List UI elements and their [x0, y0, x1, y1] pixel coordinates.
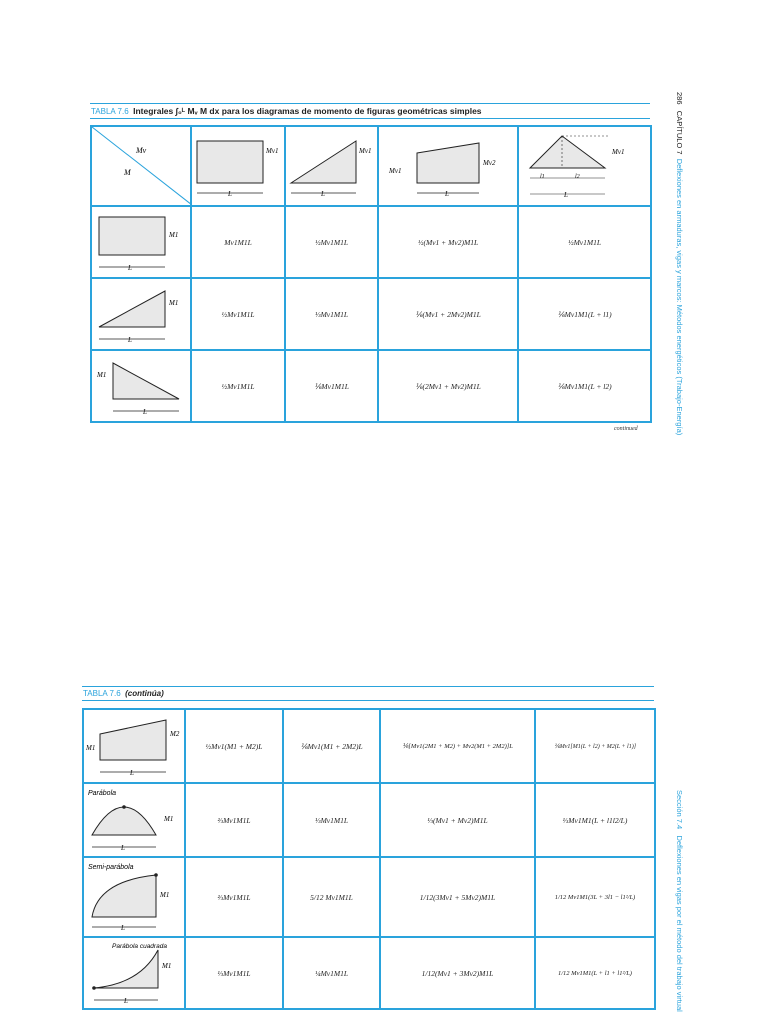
table-title: Integrales ∫₀ᴸ Mᵥ M dx para los diagramas de momento de figuras geométricas simples [133, 106, 482, 116]
table-row [91, 350, 651, 422]
caption-rule [82, 700, 654, 701]
formula-cell: ½(Mv1 + Mv2)M1L [378, 206, 518, 278]
label-mv2: Mv2 [483, 159, 496, 167]
header-triangle [285, 126, 378, 206]
label-mv1: Mv1 [266, 147, 279, 155]
formula-cell: ⅙[Mv1(2M1 + M2) + Mv2(M1 + 2M2)]L [380, 709, 535, 783]
page1-running-head [675, 92, 684, 435]
chapter-title: Deflexiones en armaduras, vigas y marcos: Métodos energéticos (Trabajo-Energía) [675, 158, 684, 436]
continued-note: continued [614, 426, 638, 432]
formula-cell: 1/12(Mv1 + 3Mv2)M1L [380, 937, 535, 1009]
label-l: L [121, 924, 125, 932]
formula-cell: ¼Mv1M1L [283, 937, 380, 1009]
label-m1: M1 [164, 815, 174, 823]
peak-triangle-diagram [520, 128, 650, 204]
formula-cell: ½Mv1M1L [191, 350, 285, 422]
row-shape-triangle-up [91, 278, 191, 350]
label-m1: M1 [169, 231, 179, 239]
top-rule [90, 103, 650, 104]
label-m2: M2 [170, 730, 180, 738]
table-row [83, 783, 655, 857]
row-shape-rectangle [91, 206, 191, 278]
formula-cell: ½Mv1M1L [518, 206, 651, 278]
section-label: Sección 7.4 [675, 790, 684, 830]
rectangle-diagram [93, 209, 189, 275]
label-l: L [130, 769, 134, 777]
formula-cell: ½Mv1M1L [285, 206, 378, 278]
table-caption [83, 689, 164, 698]
section-title: Deflexiones en vigas por el método del trabajo virtual [675, 835, 684, 1012]
trapezoid-diagram [379, 131, 517, 201]
label-m1: M1 [86, 744, 96, 752]
label-m1: M1 [169, 299, 179, 307]
top-rule [82, 686, 654, 687]
formula-cell: Mv1M1L [191, 206, 285, 278]
formula-cell: ⅔Mv1M1L [185, 783, 283, 857]
table-row [91, 206, 651, 278]
formula-cell: ⅓Mv1M1L [185, 937, 283, 1009]
label-l: L [124, 997, 128, 1005]
label-m1: M1 [97, 371, 107, 379]
label-l: L [321, 190, 325, 198]
header-trapezoid [378, 126, 518, 206]
table-row [83, 857, 655, 937]
formula-cell: 1/12 Mv1M1(L + l1 + l1²/L) [535, 937, 655, 1009]
label-l: L [563, 191, 568, 199]
triangle-diagram [286, 131, 378, 201]
row-shape-parabola [83, 783, 185, 857]
square-parabola-diagram [84, 938, 184, 1008]
integrals-table [90, 125, 652, 423]
table-continued: (continúa) [125, 689, 164, 698]
shape-title: Parábola cuadrada [112, 943, 167, 950]
page2-running-head [675, 790, 684, 1012]
formula-cell: ⅙Mv1M1L [285, 350, 378, 422]
semi-parabola-diagram [84, 859, 184, 935]
header-rectangle [191, 126, 285, 206]
row-shape-semi-parabola [83, 857, 185, 937]
triangle-diagram [93, 281, 189, 347]
formula-cell: ⅓Mv1M1L [285, 278, 378, 350]
formula-cell: 5/12 Mv1M1L [283, 857, 380, 937]
label-l: L [128, 264, 132, 272]
formula-cell: ⅓Mv1M1(L + l1l2/L) [535, 783, 655, 857]
page-number: 286 [675, 92, 684, 105]
triangle-diagram [93, 353, 189, 419]
label-m1: M1 [160, 891, 170, 899]
header-peak-triangle [518, 126, 651, 206]
trapezoid-diagram [84, 712, 184, 780]
chapter-label: CAPÍTULO 7 [675, 110, 684, 155]
formula-cell: ½Mv1(M1 + M2)L [185, 709, 283, 783]
table-label: TABLA 7.6 [83, 689, 121, 698]
row-shape-trapezoid [83, 709, 185, 783]
formula-cell: ⅙Mv1M1(L + l2) [518, 350, 651, 422]
label-l: L [228, 190, 232, 198]
label-l: L [121, 844, 125, 852]
label-mv1: Mv1 [389, 167, 402, 175]
formula-cell: 1/12(3Mv1 + 5Mv2)M1L [380, 857, 535, 937]
parabola-diagram [84, 785, 184, 855]
formula-cell: ⅓Mv1M1L [283, 783, 380, 857]
label-l: L [445, 190, 449, 198]
formula-cell: ⅙(2Mv1 + Mv2)M1L [378, 350, 518, 422]
label-l: L [143, 408, 147, 416]
label-mv1: Mv1 [611, 148, 624, 156]
formula-cell: 1/12 Mv1M1(3L + 3l1 − l1²/L) [535, 857, 655, 937]
formula-cell: ⅙Mv1M1(L + l1) [518, 278, 651, 350]
shape-title: Parábola [88, 790, 117, 797]
rectangle-diagram [192, 131, 284, 201]
formula-cell: ⅙(Mv1 + 2Mv2)M1L [378, 278, 518, 350]
label-l2: l2 [574, 174, 580, 180]
integrals-table-continued [82, 708, 656, 1010]
table-row [91, 278, 651, 350]
caption-rule [90, 118, 650, 119]
row-shape-square-parabola [83, 937, 185, 1009]
label-l1: l1 [539, 174, 545, 180]
header-row [91, 126, 651, 206]
corner-diagonal [92, 127, 191, 205]
label-l: L [128, 336, 132, 344]
label-m1: M1 [162, 962, 172, 970]
table-label: TABLA 7.6 [91, 107, 129, 116]
formula-cell: ½Mv1M1L [191, 278, 285, 350]
formula-cell: ⅓(Mv1 + Mv2)M1L [380, 783, 535, 857]
table-row [83, 937, 655, 1009]
corner-mv: Mv [136, 146, 147, 155]
table-caption [91, 106, 482, 116]
corner-m: M [124, 168, 131, 177]
formula-cell: ⅔Mv1M1L [185, 857, 283, 937]
formula-cell: ⅙Mv1(M1 + 2M2)L [283, 709, 380, 783]
label-mv1: Mv1 [359, 147, 372, 155]
table-row [83, 709, 655, 783]
shape-title: Semi-parábola [88, 864, 134, 871]
corner-cell [91, 126, 191, 206]
row-shape-triangle-down [91, 350, 191, 422]
formula-cell: ⅙Mv1[M1(L + l2) + M2(L + l1)] [535, 709, 655, 783]
